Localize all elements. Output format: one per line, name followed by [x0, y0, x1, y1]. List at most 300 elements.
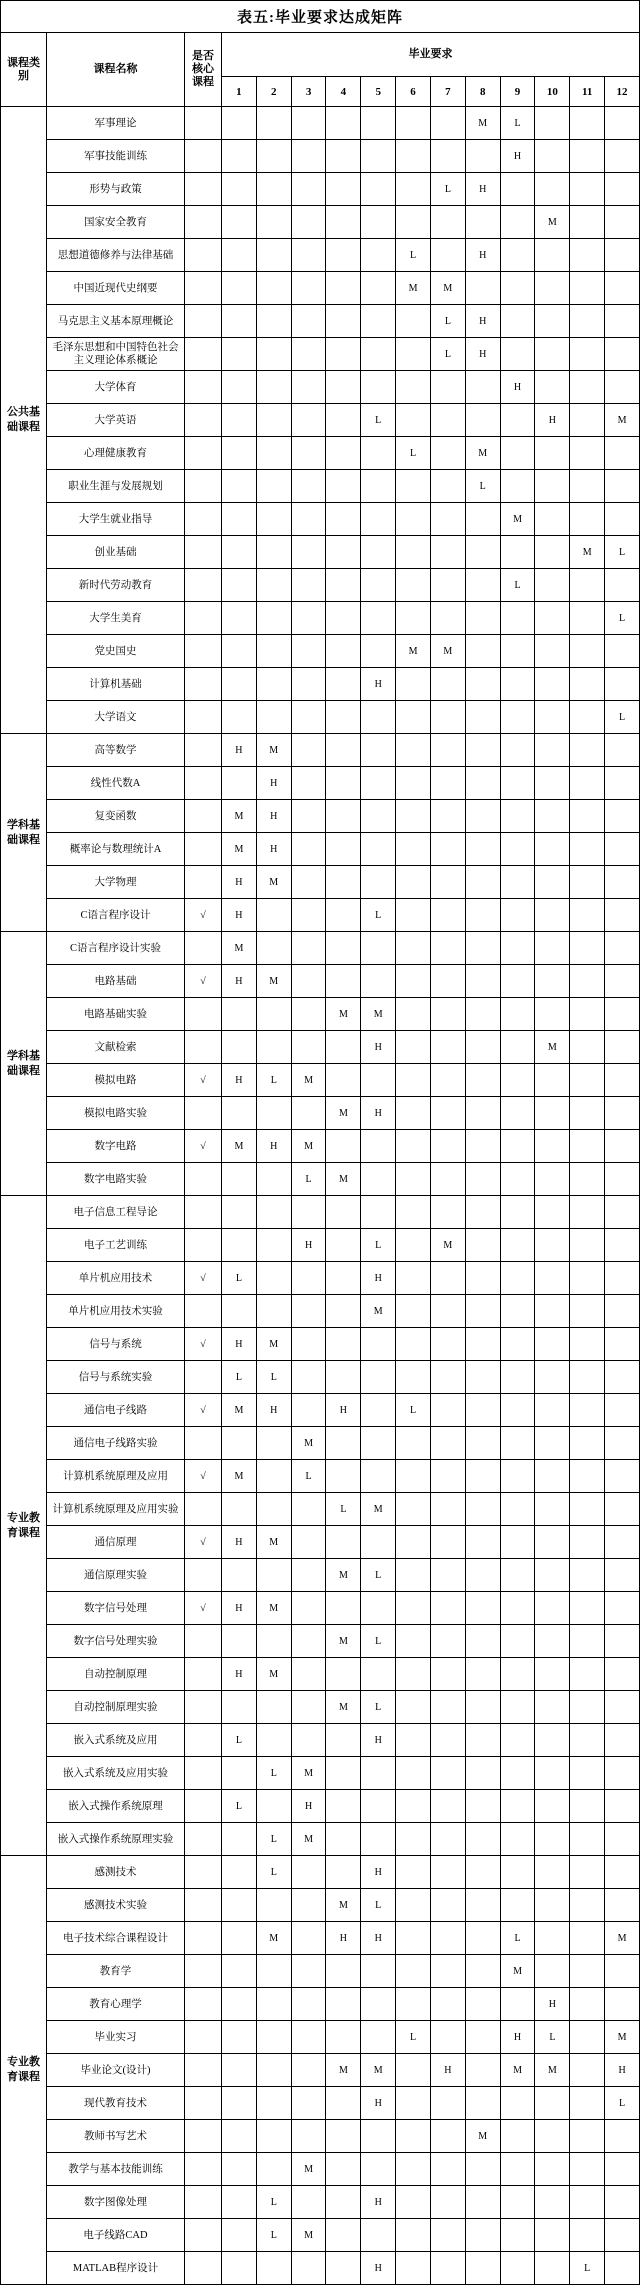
- table-row: [1, 1361, 640, 1394]
- requirement-cell-9: [500, 173, 535, 206]
- table-row: [1, 1823, 640, 1856]
- requirement-cell-9: [500, 1064, 535, 1097]
- requirement-cell-11: [570, 1922, 605, 1955]
- requirement-cell-8: [465, 1427, 500, 1460]
- requirement-cell-1: [222, 305, 257, 338]
- requirement-cell-8: [465, 2252, 500, 2285]
- requirement-cell-9: L: [500, 107, 535, 140]
- requirement-cell-2: [256, 899, 291, 932]
- requirement-cell-9: [500, 602, 535, 635]
- requirement-cell-1: M: [222, 833, 257, 866]
- core-course-cell: [185, 1823, 222, 1856]
- course-name-cell: 大学语文: [47, 701, 185, 734]
- requirement-cell-5: [361, 338, 396, 371]
- header-req-6: 6: [396, 77, 431, 107]
- core-course-cell: [185, 305, 222, 338]
- requirement-cell-6: [396, 1328, 431, 1361]
- requirement-cell-7: [430, 569, 465, 602]
- requirement-cell-4: [326, 140, 361, 173]
- requirement-cell-10: [535, 239, 570, 272]
- course-name-cell: 电路基础实验: [47, 998, 185, 1031]
- requirement-cell-11: [570, 206, 605, 239]
- requirement-cell-8: [465, 371, 500, 404]
- core-course-cell: [185, 2252, 222, 2285]
- requirement-cell-4: [326, 2120, 361, 2153]
- requirement-cell-8: [465, 1922, 500, 1955]
- requirement-cell-11: M: [570, 536, 605, 569]
- course-name-cell: 嵌入式操作系统原理实验: [47, 1823, 185, 1856]
- requirement-cell-1: [222, 107, 257, 140]
- requirement-cell-3: M: [291, 1823, 326, 1856]
- requirement-cell-5: [361, 1328, 396, 1361]
- table-row: [1, 2120, 640, 2153]
- course-name-cell: 通信电子线路: [47, 1394, 185, 1427]
- requirement-cell-7: [430, 2087, 465, 2120]
- requirement-cell-7: [430, 767, 465, 800]
- requirement-cell-5: [361, 1592, 396, 1625]
- requirement-cell-6: L: [396, 239, 431, 272]
- course-name-cell: 数字电路: [47, 1130, 185, 1163]
- requirement-cell-1: [222, 1295, 257, 1328]
- requirement-cell-12: [605, 305, 640, 338]
- table-row: [1, 305, 640, 338]
- requirement-cell-7: [430, 1262, 465, 1295]
- core-course-cell: [185, 1658, 222, 1691]
- requirement-cell-5: L: [361, 1559, 396, 1592]
- requirement-cell-8: [465, 1328, 500, 1361]
- requirement-cell-10: [535, 1526, 570, 1559]
- requirement-cell-2: M: [256, 1526, 291, 1559]
- requirement-cell-9: [500, 734, 535, 767]
- requirement-cell-12: [605, 1064, 640, 1097]
- requirement-cell-7: [430, 404, 465, 437]
- requirement-cell-1: [222, 1922, 257, 1955]
- category-cell-1: 公共基础课程: [1, 107, 47, 734]
- requirement-cell-8: [465, 536, 500, 569]
- requirement-cell-5: [361, 1196, 396, 1229]
- requirement-cell-4: L: [326, 1493, 361, 1526]
- course-name-cell: 思想道德修养与法律基础: [47, 239, 185, 272]
- requirement-cell-3: [291, 239, 326, 272]
- requirement-cell-11: [570, 173, 605, 206]
- table-row: [1, 2153, 640, 2186]
- requirement-cell-12: [605, 371, 640, 404]
- requirement-cell-3: [291, 2021, 326, 2054]
- core-course-cell: [185, 536, 222, 569]
- core-course-cell: [185, 371, 222, 404]
- requirement-cell-10: [535, 965, 570, 998]
- table-row: [1, 1922, 640, 1955]
- table-row: [1, 1757, 640, 1790]
- requirement-cell-11: [570, 899, 605, 932]
- requirement-cell-3: [291, 998, 326, 1031]
- table-row: [1, 1724, 640, 1757]
- requirement-cell-6: L: [396, 1394, 431, 1427]
- requirement-cell-10: [535, 272, 570, 305]
- requirement-cell-9: [500, 1163, 535, 1196]
- requirement-cell-7: [430, 602, 465, 635]
- requirement-cell-2: [256, 1691, 291, 1724]
- requirement-cell-7: [430, 1526, 465, 1559]
- requirement-cell-8: [465, 1064, 500, 1097]
- course-name-cell: 形势与政策: [47, 173, 185, 206]
- requirement-cell-3: [291, 668, 326, 701]
- requirement-cell-5: [361, 470, 396, 503]
- requirement-cell-5: [361, 1427, 396, 1460]
- requirement-cell-7: [430, 734, 465, 767]
- requirement-cell-12: L: [605, 536, 640, 569]
- requirement-cell-2: [256, 1163, 291, 1196]
- requirement-cell-12: [605, 1394, 640, 1427]
- requirement-cell-4: [326, 239, 361, 272]
- requirement-cell-9: [500, 305, 535, 338]
- header-req-7: 7: [430, 77, 465, 107]
- course-name-cell: 电子工艺训练: [47, 1229, 185, 1262]
- requirement-cell-10: [535, 1262, 570, 1295]
- requirement-cell-3: [291, 1295, 326, 1328]
- requirement-cell-7: [430, 1790, 465, 1823]
- requirement-cell-9: [500, 1262, 535, 1295]
- course-name-cell: 概率论与数理统计A: [47, 833, 185, 866]
- course-name-cell: 军事理论: [47, 107, 185, 140]
- requirement-cell-10: [535, 800, 570, 833]
- requirement-cell-2: [256, 239, 291, 272]
- requirement-cell-12: [605, 173, 640, 206]
- requirement-cell-11: [570, 1394, 605, 1427]
- core-course-cell: [185, 767, 222, 800]
- course-name-cell: 通信原理实验: [47, 1559, 185, 1592]
- course-name-cell: 线性代数A: [47, 767, 185, 800]
- requirement-cell-11: [570, 1559, 605, 1592]
- requirement-cell-12: [605, 1262, 640, 1295]
- core-course-cell: [185, 140, 222, 173]
- core-course-cell: √: [185, 1592, 222, 1625]
- course-name-cell: 教学与基本技能训练: [47, 2153, 185, 2186]
- core-course-cell: [185, 1493, 222, 1526]
- requirement-cell-8: [465, 767, 500, 800]
- core-course-cell: [185, 2219, 222, 2252]
- requirement-cell-1: M: [222, 1130, 257, 1163]
- requirement-cell-9: [500, 206, 535, 239]
- requirement-cell-3: [291, 470, 326, 503]
- requirement-cell-1: [222, 1097, 257, 1130]
- table-row: [1, 1790, 640, 1823]
- core-course-cell: √: [185, 1328, 222, 1361]
- requirement-cell-9: [500, 833, 535, 866]
- requirement-cell-8: [465, 2054, 500, 2087]
- requirement-cell-10: [535, 1361, 570, 1394]
- core-course-cell: [185, 866, 222, 899]
- requirement-cell-8: [465, 866, 500, 899]
- requirement-cell-8: [465, 1790, 500, 1823]
- requirement-cell-9: [500, 800, 535, 833]
- requirement-cell-8: [465, 668, 500, 701]
- requirement-cell-8: [465, 635, 500, 668]
- requirement-cell-3: [291, 1691, 326, 1724]
- requirement-cell-9: [500, 1130, 535, 1163]
- core-course-cell: √: [185, 1064, 222, 1097]
- requirement-cell-4: [326, 1955, 361, 1988]
- requirement-cell-7: [430, 2186, 465, 2219]
- requirement-cell-8: [465, 2087, 500, 2120]
- table-row: [1, 371, 640, 404]
- requirement-cell-9: [500, 1460, 535, 1493]
- course-name-cell: 数字信号处理实验: [47, 1625, 185, 1658]
- course-name-cell: 马克思主义基本原理概论: [47, 305, 185, 338]
- requirement-cell-4: [326, 1658, 361, 1691]
- requirement-cell-4: M: [326, 1559, 361, 1592]
- table-row: [1, 107, 640, 140]
- requirement-cell-12: L: [605, 701, 640, 734]
- requirement-cell-7: [430, 536, 465, 569]
- table-row: [1, 1955, 640, 1988]
- requirement-cell-11: [570, 140, 605, 173]
- table-row: [1, 1625, 640, 1658]
- requirement-cell-3: M: [291, 1757, 326, 1790]
- requirement-cell-9: L: [500, 1922, 535, 1955]
- requirement-cell-5: [361, 602, 396, 635]
- requirement-cell-10: [535, 437, 570, 470]
- requirement-cell-2: [256, 305, 291, 338]
- requirement-cell-11: [570, 305, 605, 338]
- header-row-top: [1, 33, 640, 77]
- table-row: [1, 503, 640, 536]
- requirement-cell-4: [326, 833, 361, 866]
- requirement-cell-9: [500, 668, 535, 701]
- requirement-cell-6: [396, 1823, 431, 1856]
- course-name-cell: 电子线路CAD: [47, 2219, 185, 2252]
- requirement-cell-2: [256, 1460, 291, 1493]
- core-course-cell: [185, 1295, 222, 1328]
- requirement-cell-2: [256, 173, 291, 206]
- requirement-cell-8: [465, 1262, 500, 1295]
- requirement-cell-3: [291, 2054, 326, 2087]
- course-name-cell: 通信电子线路实验: [47, 1427, 185, 1460]
- requirement-cell-5: L: [361, 1691, 396, 1724]
- course-name-cell: 单片机应用技术: [47, 1262, 185, 1295]
- requirement-cell-1: [222, 206, 257, 239]
- requirement-cell-3: [291, 536, 326, 569]
- requirement-cell-7: [430, 1196, 465, 1229]
- requirement-cell-7: [430, 1625, 465, 1658]
- requirement-cell-10: [535, 2186, 570, 2219]
- table-row: [1, 1658, 640, 1691]
- requirement-cell-2: M: [256, 965, 291, 998]
- requirement-cell-12: [605, 1691, 640, 1724]
- core-course-cell: [185, 404, 222, 437]
- requirement-cell-12: [605, 239, 640, 272]
- requirement-cell-12: [605, 2219, 640, 2252]
- requirement-cell-8: [465, 1658, 500, 1691]
- requirement-cell-2: [256, 569, 291, 602]
- requirement-cell-3: [291, 602, 326, 635]
- requirement-cell-9: L: [500, 569, 535, 602]
- requirement-cell-5: [361, 1823, 396, 1856]
- requirement-cell-4: H: [326, 1394, 361, 1427]
- requirement-cell-8: H: [465, 338, 500, 371]
- requirement-cell-11: [570, 1823, 605, 1856]
- requirement-cell-11: [570, 437, 605, 470]
- requirement-cell-12: [605, 1493, 640, 1526]
- requirement-cell-12: [605, 1526, 640, 1559]
- table-row: [1, 1031, 640, 1064]
- requirement-cell-7: [430, 668, 465, 701]
- requirement-cell-2: M: [256, 1592, 291, 1625]
- requirement-cell-12: M: [605, 2021, 640, 2054]
- requirement-cell-10: L: [535, 2021, 570, 2054]
- requirement-cell-11: [570, 2054, 605, 2087]
- requirement-cell-6: [396, 833, 431, 866]
- requirement-cell-11: [570, 1790, 605, 1823]
- requirement-cell-11: [570, 932, 605, 965]
- requirement-cell-7: [430, 2219, 465, 2252]
- requirement-cell-6: [396, 1064, 431, 1097]
- requirement-cell-12: L: [605, 602, 640, 635]
- course-name-cell: 现代教育技术: [47, 2087, 185, 2120]
- table-row: [1, 734, 640, 767]
- requirement-cell-3: [291, 734, 326, 767]
- requirement-cell-5: H: [361, 2252, 396, 2285]
- header-req-10: 10: [535, 77, 570, 107]
- requirement-cell-10: [535, 701, 570, 734]
- requirement-cell-6: [396, 1592, 431, 1625]
- core-course-cell: √: [185, 1394, 222, 1427]
- course-name-cell: C语言程序设计实验: [47, 932, 185, 965]
- core-course-cell: [185, 2054, 222, 2087]
- requirement-cell-5: M: [361, 1295, 396, 1328]
- requirement-cell-9: [500, 1724, 535, 1757]
- requirement-cell-7: [430, 1724, 465, 1757]
- requirement-cell-4: [326, 1328, 361, 1361]
- requirement-cell-11: [570, 1691, 605, 1724]
- requirement-cell-7: [430, 239, 465, 272]
- requirement-cell-12: [605, 272, 640, 305]
- course-name-cell: 心理健康教育: [47, 437, 185, 470]
- table-row: [1, 1460, 640, 1493]
- core-course-cell: [185, 1988, 222, 2021]
- requirement-cell-12: [605, 569, 640, 602]
- requirement-cell-8: [465, 2021, 500, 2054]
- requirement-cell-2: [256, 1955, 291, 1988]
- requirement-cell-11: [570, 1097, 605, 1130]
- requirement-cell-12: M: [605, 1922, 640, 1955]
- requirement-cell-5: [361, 2153, 396, 2186]
- requirement-cell-6: [396, 767, 431, 800]
- requirement-cell-12: [605, 140, 640, 173]
- requirement-cell-1: [222, 1757, 257, 1790]
- requirement-cell-11: [570, 107, 605, 140]
- table-row: [1, 1064, 640, 1097]
- table-row: [1, 1097, 640, 1130]
- requirement-cell-8: [465, 503, 500, 536]
- table-row: [1, 833, 640, 866]
- requirement-cell-2: [256, 1724, 291, 1757]
- requirement-cell-11: [570, 1625, 605, 1658]
- requirement-cell-6: [396, 668, 431, 701]
- requirement-cell-9: [500, 1559, 535, 1592]
- requirement-cell-5: [361, 2021, 396, 2054]
- requirement-cell-5: [361, 1394, 396, 1427]
- requirement-cell-2: [256, 338, 291, 371]
- requirement-cell-7: [430, 1361, 465, 1394]
- requirement-cell-9: [500, 239, 535, 272]
- requirement-cell-7: [430, 1955, 465, 1988]
- requirement-cell-4: [326, 1361, 361, 1394]
- requirement-cell-9: [500, 1328, 535, 1361]
- requirement-cell-3: M: [291, 1064, 326, 1097]
- requirement-cell-7: [430, 2120, 465, 2153]
- requirement-cell-11: [570, 503, 605, 536]
- requirement-cell-9: [500, 338, 535, 371]
- requirement-cell-11: [570, 239, 605, 272]
- requirement-cell-8: H: [465, 239, 500, 272]
- table-row: [1, 2054, 640, 2087]
- core-course-cell: [185, 2021, 222, 2054]
- requirement-cell-12: [605, 1031, 640, 1064]
- requirement-cell-4: [326, 635, 361, 668]
- requirement-cell-8: [465, 206, 500, 239]
- requirement-cell-7: [430, 1757, 465, 1790]
- table-row: [1, 899, 640, 932]
- requirement-cell-2: H: [256, 800, 291, 833]
- requirement-cell-5: [361, 800, 396, 833]
- requirement-cell-3: [291, 1724, 326, 1757]
- table-row: [1, 1328, 640, 1361]
- requirement-cell-9: M: [500, 2054, 535, 2087]
- requirement-cell-8: [465, 2153, 500, 2186]
- requirement-cell-10: [535, 1724, 570, 1757]
- course-name-cell: 模拟电路: [47, 1064, 185, 1097]
- requirement-cell-3: [291, 503, 326, 536]
- requirement-cell-1: L: [222, 1724, 257, 1757]
- requirement-cell-5: H: [361, 1031, 396, 1064]
- requirement-cell-4: [326, 2087, 361, 2120]
- requirement-cell-7: [430, 1097, 465, 1130]
- table-row: [1, 1559, 640, 1592]
- requirement-cell-5: [361, 1526, 396, 1559]
- requirement-cell-1: [222, 371, 257, 404]
- requirement-cell-10: [535, 1889, 570, 1922]
- requirement-cell-5: [361, 206, 396, 239]
- requirement-cell-2: [256, 206, 291, 239]
- table-row: [1, 1988, 640, 2021]
- requirement-cell-10: [535, 1427, 570, 1460]
- requirement-cell-12: [605, 206, 640, 239]
- requirement-cell-11: [570, 1229, 605, 1262]
- core-course-cell: √: [185, 1460, 222, 1493]
- requirement-cell-6: [396, 1625, 431, 1658]
- requirement-cell-2: [256, 932, 291, 965]
- requirement-cell-7: [430, 1988, 465, 2021]
- requirement-cell-6: [396, 173, 431, 206]
- requirement-cell-3: [291, 965, 326, 998]
- requirement-cell-7: M: [430, 1229, 465, 1262]
- requirement-cell-12: [605, 1889, 640, 1922]
- requirement-cell-5: L: [361, 899, 396, 932]
- requirement-cell-7: [430, 1427, 465, 1460]
- table-row: [1, 965, 640, 998]
- requirement-cell-4: [326, 1262, 361, 1295]
- core-course-cell: [185, 1955, 222, 1988]
- core-course-cell: [185, 1757, 222, 1790]
- requirement-cell-4: [326, 1856, 361, 1889]
- core-course-cell: [185, 1856, 222, 1889]
- requirement-cell-9: [500, 1658, 535, 1691]
- requirement-cell-4: [326, 1460, 361, 1493]
- requirement-cell-5: L: [361, 1229, 396, 1262]
- requirement-cell-2: [256, 1559, 291, 1592]
- requirement-cell-5: [361, 1757, 396, 1790]
